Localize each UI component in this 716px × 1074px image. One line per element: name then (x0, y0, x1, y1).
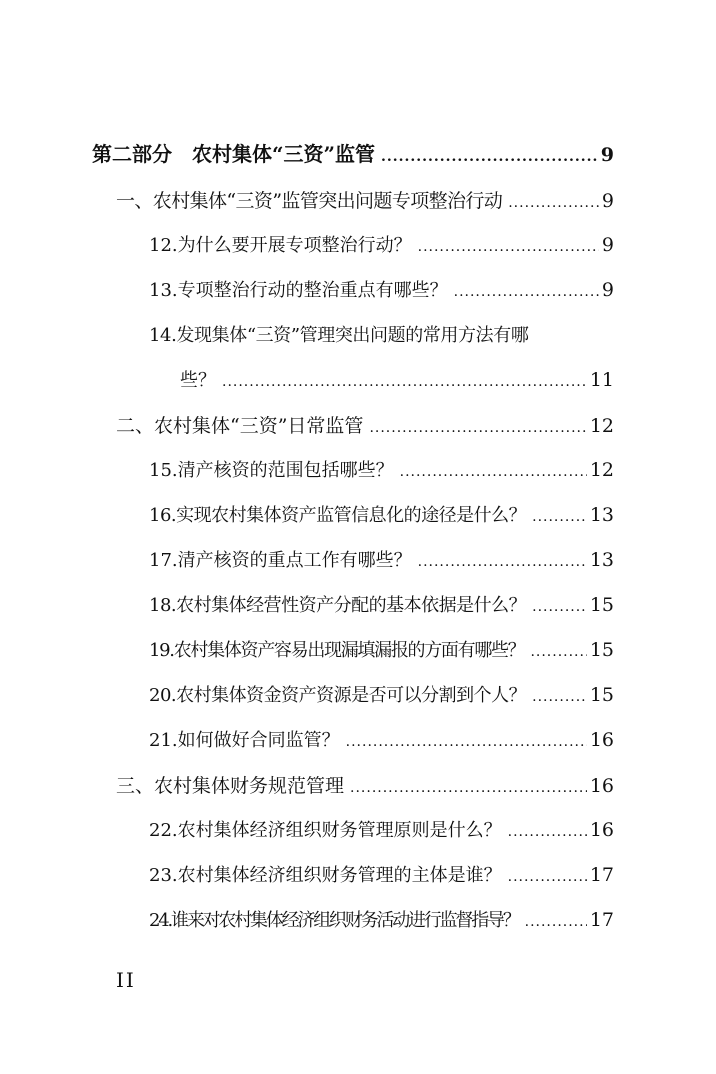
toc-leader-dots (381, 149, 598, 165)
toc-page-number: 16 (589, 729, 614, 751)
toc-leader-dots (346, 734, 587, 750)
table-of-contents (0, 138, 716, 951)
toc-title: 一、农村集体“三资”监管突出问题专项整治行动 (116, 190, 503, 212)
toc-page-number: 12 (589, 459, 614, 481)
toc-leader-dots (508, 824, 587, 840)
toc-question-entry[interactable] (0, 546, 716, 591)
toc-question-entry[interactable] (0, 861, 716, 906)
toc-title: 20.农村集体资金资产资源是否可以分割到个人？ (149, 685, 527, 706)
toc-leader-dots (532, 689, 587, 705)
toc-title: 12.为什么要开展专项整治行动？ (149, 235, 412, 256)
toc-page-number: 9 (601, 279, 614, 301)
toc-question-entry[interactable] (0, 591, 716, 636)
toc-leader-dots (454, 284, 599, 300)
toc-title: 22.农村集体经济组织财务管理原则是什么？ (149, 820, 502, 841)
toc-title: 19.农村集体资产容易出现漏填漏报的方面有哪些？ (149, 640, 525, 661)
toc-question-entry[interactable] (0, 501, 716, 546)
toc-leader-dots (532, 599, 587, 615)
toc-title: 15.清产核资的范围包括哪些？ (149, 460, 394, 481)
toc-question-entry[interactable] (0, 681, 716, 726)
toc-page-number: 11 (589, 369, 614, 391)
toc-leader-dots (418, 239, 599, 255)
toc-leader-dots (418, 554, 587, 570)
toc-page-number: 12 (589, 415, 614, 437)
toc-page-number: 16 (589, 819, 614, 841)
toc-title: 16.实现农村集体资产监管信息化的途径是什么？ (149, 505, 527, 526)
toc-page-number: 15 (589, 639, 614, 661)
toc-page-number: 15 (589, 684, 614, 706)
toc-leader-dots (508, 195, 599, 211)
page-folio-number: II (116, 968, 136, 992)
toc-section-entry[interactable] (0, 771, 716, 816)
toc-leader-dots (532, 509, 587, 525)
toc-page-number: 17 (589, 909, 614, 931)
toc-question-entry[interactable] (0, 726, 716, 771)
toc-title: 23.农村集体经济组织财务管理的主体是谁？ (149, 865, 502, 886)
toc-title: 13.专项整治行动的整治重点有哪些？ (149, 280, 448, 301)
toc-section-entry[interactable] (0, 186, 716, 231)
toc-question-entry-line1[interactable] (0, 321, 716, 366)
toc-leader-dots (508, 869, 587, 885)
toc-question-entry[interactable] (0, 636, 716, 681)
toc-leader-dots (369, 420, 586, 436)
toc-part-entry[interactable] (0, 138, 716, 186)
toc-question-entry[interactable] (0, 456, 716, 501)
toc-title: 24.谁来对农村集体经济组织财务活动进行监督指导？ (149, 910, 519, 931)
toc-page-number: 17 (589, 864, 614, 886)
toc-page-number: 16 (589, 775, 614, 797)
toc-title: 三、农村集体财务规范管理 (116, 775, 345, 797)
toc-question-entry-line2[interactable] (0, 366, 716, 411)
toc-title: 二、农村集体“三资”日常监管 (116, 415, 364, 437)
toc-page-number: 15 (589, 594, 614, 616)
toc-title: 17.清产核资的重点工作有哪些？ (149, 550, 412, 571)
toc-leader-dots (400, 464, 587, 480)
toc-question-entry[interactable] (0, 231, 716, 276)
toc-page-number: 9 (601, 190, 614, 212)
toc-leader-dots (525, 914, 587, 930)
toc-leader-dots (350, 780, 587, 796)
toc-page-number: 9 (600, 144, 614, 166)
toc-page-number: 9 (601, 234, 614, 256)
toc-title: 第二部分 农村集体“三资”监管 (92, 142, 376, 166)
toc-title: 18.农村集体经营性资产分配的基本依据是什么？ (149, 595, 527, 616)
toc-page-number: 13 (589, 504, 614, 526)
toc-title: 21.如何做好合同监管？ (149, 730, 340, 751)
toc-title: 些？ (180, 370, 216, 391)
toc-section-entry[interactable] (0, 411, 716, 456)
toc-question-entry[interactable] (0, 276, 716, 321)
toc-question-entry[interactable] (0, 906, 716, 951)
toc-leader-dots (222, 374, 587, 390)
toc-leader-dots (530, 644, 586, 660)
toc-question-entry[interactable] (0, 816, 716, 861)
toc-page-number: 13 (589, 549, 614, 571)
toc-title: 14.发现集体“三资”管理突出问题的常用方法有哪 (149, 325, 529, 346)
